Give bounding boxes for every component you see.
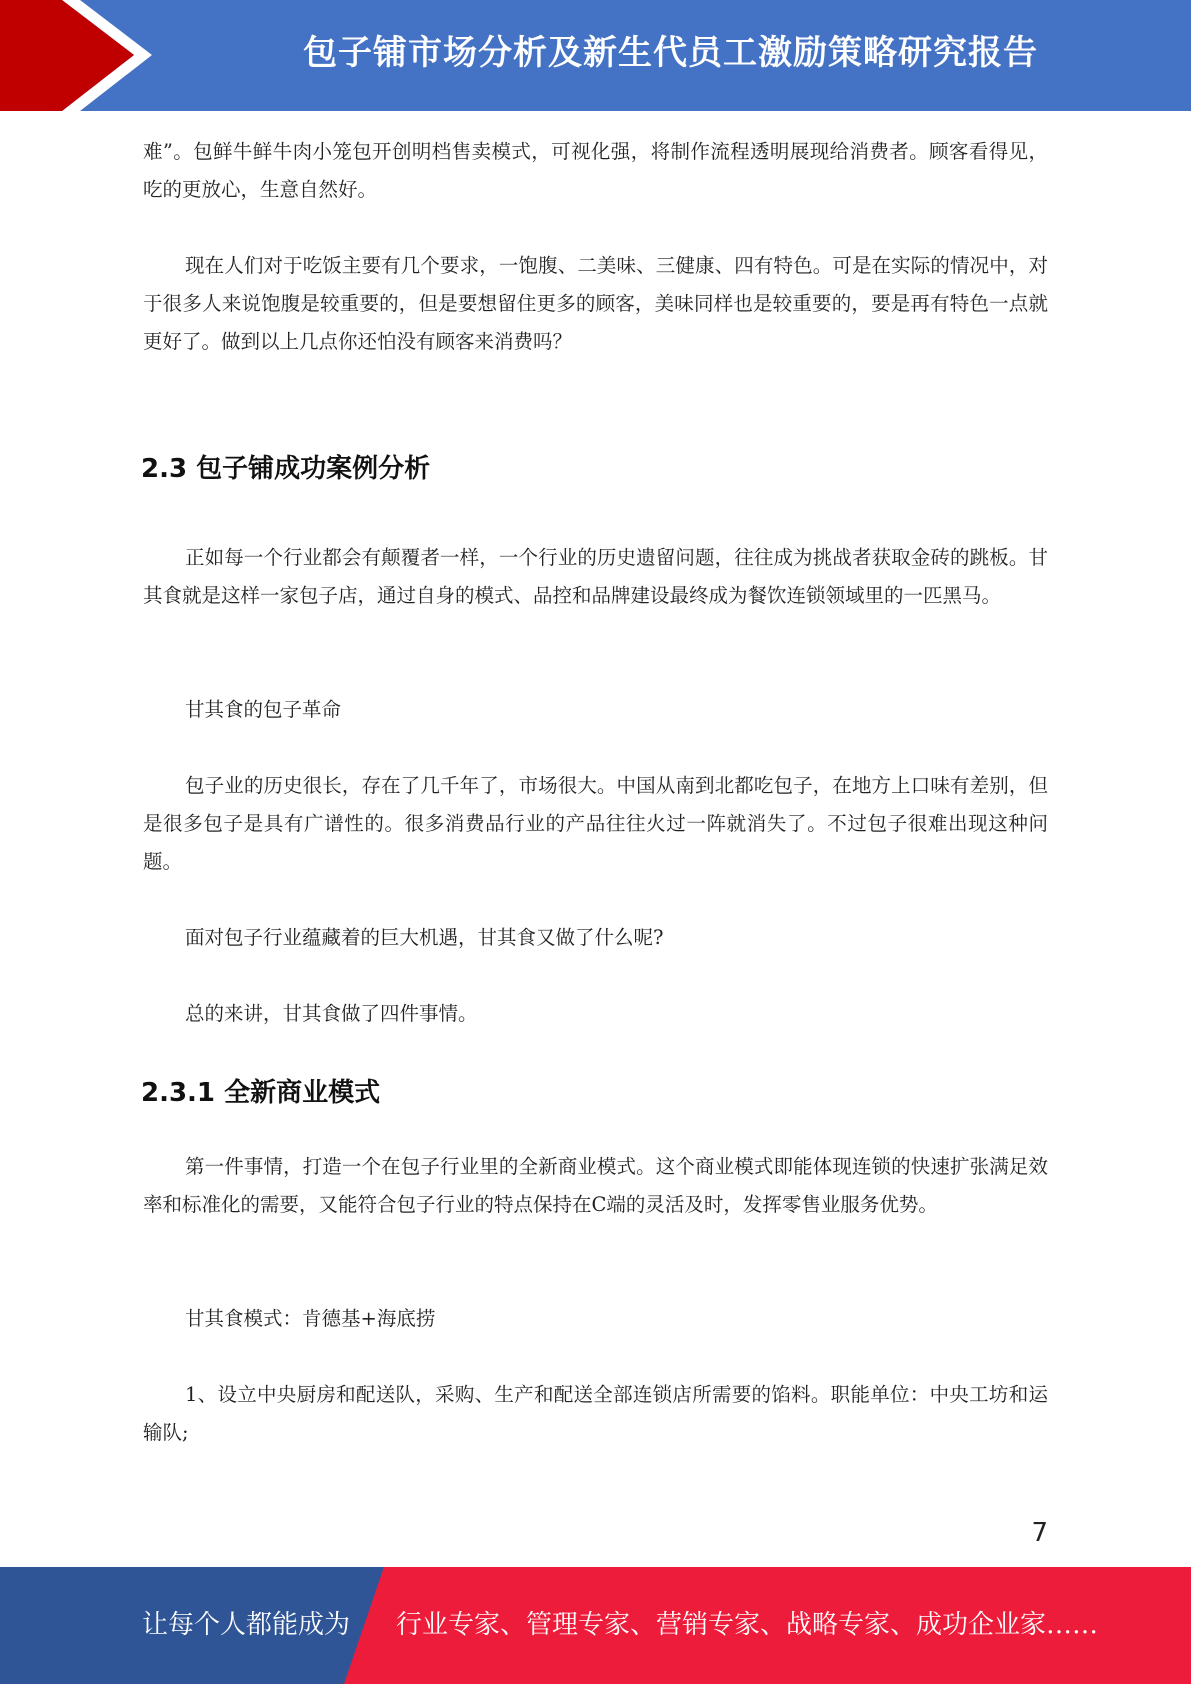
footer-banner xyxy=(0,1567,1191,1684)
subsection-heading: 2.3.1 全新商业模式 xyxy=(141,1078,381,1108)
paragraph: 面对包子行业蕴藏着的巨大机遇，甘其食又做了什么呢? xyxy=(185,926,664,949)
paragraph: 正如每一个行业都会有颠覆者一样，一个行业的历史遗留问题，往往成为挑战者获取金砖的跳板。甘其食就是这样一家包子店，通过自身的模式、品控和品牌建设最终成为餐饮连锁领域里的一匹黑马。 xyxy=(143,546,1048,607)
paragraph: 第一件事情，打造一个在包子行业里的全新商业模式。这个商业模式即能体现连锁的快速扩张满足效率和标准化的需要，又能符合包子行业的特点保持在C端的灵活及时，发挥零售业服务优势。 xyxy=(143,1155,1048,1216)
header-arrow-decoration xyxy=(0,0,170,111)
section-heading: 2.3 包子铺成功案例分析 xyxy=(141,454,431,484)
paragraph: 难”。包鲜牛鲜牛肉小笼包开创明档售卖模式，可视化强，将制作流程透明展现给消费者。顾客看得见，吃的更放心，生意自然好。 xyxy=(143,140,1048,201)
footer-slogan-left: 让每个人都能成为 xyxy=(142,1610,351,1640)
paragraph: 1、设立中央厨房和配送队，采购、生产和配送全部连锁店所需要的馅料。职能单位：中央工坊和运输队; xyxy=(143,1383,1048,1444)
footer-slogan-right: 行业专家、管理专家、营销专家、战略专家、成功企业家…… xyxy=(396,1610,1099,1640)
page-number: 7 xyxy=(1031,1518,1048,1548)
paragraph: 甘其食的包子革命 xyxy=(185,698,342,721)
paragraph: 甘其食模式：肯德基+海底捞 xyxy=(185,1307,436,1330)
document-title: 包子铺市场分析及新生代员工激励策略研究报告 xyxy=(303,33,1038,73)
header-bar xyxy=(0,0,1191,111)
paragraph: 现在人们对于吃饭主要有几个要求，一饱腹、二美味、三健康、四有特色。可是在实际的情况中，对于很多人来说饱腹是较重要的，但是要想留住更多的顾客，美味同样也是较重要的，要是再有特色一点就更好了。做到以上几点你还怕没有顾客来消费吗？ xyxy=(143,254,1048,353)
paragraph: 包子业的历史很长，存在了几千年了，市场很大。中国从南到北都吃包子，在地方上口味有差别，但是很多包子是具有广谱性的。很多消费品行业的产品往往火过一阵就消失了。不过包子很难出现这种问题。 xyxy=(143,774,1048,873)
paragraph: 总的来讲，甘其食做了四件事情。 xyxy=(185,1002,478,1025)
